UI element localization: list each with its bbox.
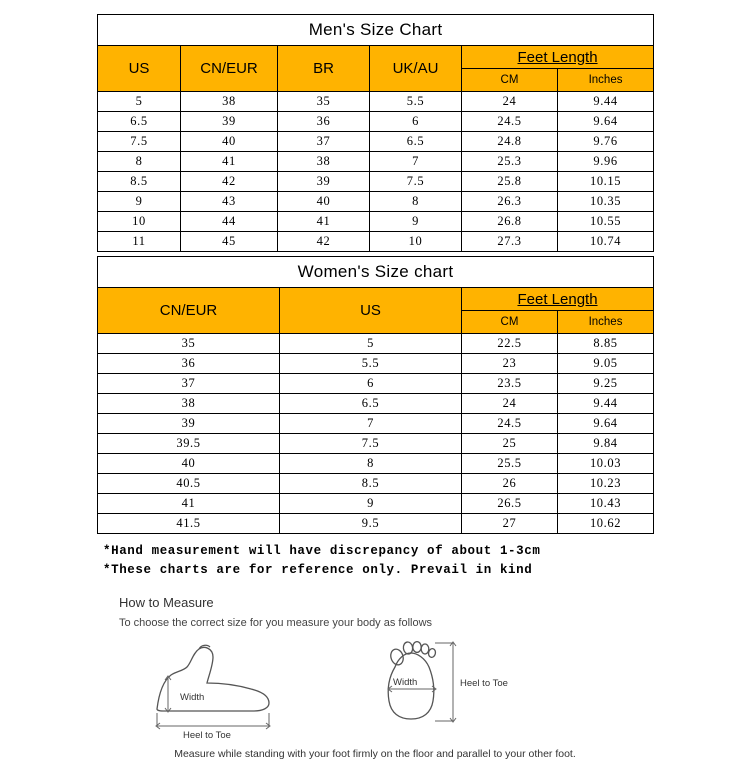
cell-us: 9 bbox=[98, 192, 181, 212]
how-to-measure-subtitle: To choose the correct size for you measure your body as follows bbox=[119, 616, 433, 629]
side-width-label: Width bbox=[180, 691, 205, 703]
top-heel-to-toe-dimension bbox=[435, 642, 456, 722]
cell-cm: 26 bbox=[462, 474, 558, 494]
cell-cm: 25.3 bbox=[462, 152, 558, 172]
cell-cneur: 38 bbox=[98, 394, 280, 414]
cell-cneur: 39 bbox=[181, 112, 278, 132]
table-row bbox=[98, 474, 654, 494]
mens-col-ukau: UK/AU bbox=[370, 46, 462, 92]
mens-col-br: BR bbox=[278, 46, 370, 92]
cell-cneur: 41 bbox=[181, 152, 278, 172]
cell-inches: 9.84 bbox=[558, 434, 654, 454]
cell-us: 9.5 bbox=[280, 514, 462, 534]
cell-inches: 10.15 bbox=[558, 172, 654, 192]
cell-cneur: 35 bbox=[98, 334, 280, 354]
mens-size-table bbox=[97, 14, 654, 252]
cell-inches: 10.62 bbox=[558, 514, 654, 534]
cell-inches: 10.23 bbox=[558, 474, 654, 494]
table-row bbox=[98, 394, 654, 414]
cell-ukau: 6.5 bbox=[370, 132, 462, 152]
cell-br: 40 bbox=[278, 192, 370, 212]
table-title-row bbox=[98, 15, 654, 46]
cell-cm: 23.5 bbox=[462, 374, 558, 394]
cell-ukau: 6 bbox=[370, 112, 462, 132]
cell-cneur: 42 bbox=[181, 172, 278, 192]
cell-inches: 10.74 bbox=[558, 232, 654, 252]
cell-cm: 24.5 bbox=[462, 414, 558, 434]
how-to-measure-title: How to Measure bbox=[119, 594, 214, 610]
note-line-2: *These charts are for reference only. Prevail in kind bbox=[103, 563, 533, 578]
mens-col-cneur: CN/EUR bbox=[181, 46, 278, 92]
mens-col-inches: Inches bbox=[558, 69, 654, 92]
cell-cm: 27.3 bbox=[462, 232, 558, 252]
womens-size-table bbox=[97, 256, 654, 534]
cell-us: 7.5 bbox=[98, 132, 181, 152]
cell-cneur: 39.5 bbox=[98, 434, 280, 454]
mens-col-cm: CM bbox=[462, 69, 558, 92]
table-row bbox=[98, 434, 654, 454]
cell-us: 7 bbox=[280, 414, 462, 434]
cell-cneur: 43 bbox=[181, 192, 278, 212]
cell-us: 7.5 bbox=[280, 434, 462, 454]
cell-inches: 10.35 bbox=[558, 192, 654, 212]
disclaimer-notes bbox=[97, 542, 653, 581]
cell-ukau: 5.5 bbox=[370, 92, 462, 112]
womens-feet-length-header: Feet Length bbox=[462, 288, 654, 311]
cell-br: 35 bbox=[278, 92, 370, 112]
table-row bbox=[98, 454, 654, 474]
cell-us: 10 bbox=[98, 212, 181, 232]
cell-ukau: 9 bbox=[370, 212, 462, 232]
cell-cm: 24.8 bbox=[462, 132, 558, 152]
cell-cm: 24.5 bbox=[462, 112, 558, 132]
cell-br: 39 bbox=[278, 172, 370, 192]
womens-col-inches: Inches bbox=[558, 311, 654, 334]
cell-cneur: 40 bbox=[98, 454, 280, 474]
table-header-row bbox=[98, 46, 654, 69]
mens-size-chart bbox=[97, 0, 653, 252]
cell-cneur: 41 bbox=[98, 494, 280, 514]
cell-inches: 9.25 bbox=[558, 374, 654, 394]
cell-br: 42 bbox=[278, 232, 370, 252]
table-row bbox=[98, 132, 654, 152]
cell-us: 5 bbox=[98, 92, 181, 112]
table-row bbox=[98, 514, 654, 534]
womens-col-cm: CM bbox=[462, 311, 558, 334]
cell-cm: 25 bbox=[462, 434, 558, 454]
cell-inches: 9.44 bbox=[558, 394, 654, 414]
table-row bbox=[98, 354, 654, 374]
cell-cm: 25.5 bbox=[462, 454, 558, 474]
cell-us: 6.5 bbox=[98, 112, 181, 132]
cell-br: 38 bbox=[278, 152, 370, 172]
table-row bbox=[98, 152, 654, 172]
cell-cm: 26.8 bbox=[462, 212, 558, 232]
table-row bbox=[98, 494, 654, 514]
cell-cm: 25.8 bbox=[462, 172, 558, 192]
cell-inches: 9.64 bbox=[558, 414, 654, 434]
cell-us: 8.5 bbox=[280, 474, 462, 494]
cell-cm: 26.3 bbox=[462, 192, 558, 212]
cell-cneur: 38 bbox=[181, 92, 278, 112]
cell-us: 9 bbox=[280, 494, 462, 514]
womens-chart-title: Women's Size chart bbox=[98, 257, 654, 288]
cell-us: 6.5 bbox=[280, 394, 462, 414]
top-width-label: Width bbox=[393, 676, 418, 688]
cell-br: 41 bbox=[278, 212, 370, 232]
table-row bbox=[98, 192, 654, 212]
cell-inches: 8.85 bbox=[558, 334, 654, 354]
table-title-row bbox=[98, 257, 654, 288]
cell-cneur: 37 bbox=[98, 374, 280, 394]
cell-us: 8 bbox=[280, 454, 462, 474]
cell-inches: 9.05 bbox=[558, 354, 654, 374]
cell-us: 5.5 bbox=[280, 354, 462, 374]
womens-col-us: US bbox=[280, 288, 462, 334]
side-heel-to-toe-label: Heel to Toe bbox=[183, 729, 231, 741]
cell-cm: 23 bbox=[462, 354, 558, 374]
cell-inches: 9.96 bbox=[558, 152, 654, 172]
cell-cneur: 41.5 bbox=[98, 514, 280, 534]
cell-ukau: 8 bbox=[370, 192, 462, 212]
note-line-1: *Hand measurement will have discrepancy of about 1-3cm bbox=[103, 544, 541, 558]
table-row bbox=[98, 112, 654, 132]
cell-ukau: 7 bbox=[370, 152, 462, 172]
cell-cm: 26.5 bbox=[462, 494, 558, 514]
cell-us: 11 bbox=[98, 232, 181, 252]
top-heel-to-toe-label: Heel to Toe bbox=[460, 677, 508, 689]
womens-size-chart bbox=[97, 256, 653, 534]
mens-chart-title: Men's Size Chart bbox=[98, 15, 654, 46]
cell-us: 8.5 bbox=[98, 172, 181, 192]
cell-inches: 10.55 bbox=[558, 212, 654, 232]
side-heel-to-toe-dimension bbox=[156, 713, 270, 729]
table-row bbox=[98, 172, 654, 192]
cell-cneur: 44 bbox=[181, 212, 278, 232]
cell-cm: 27 bbox=[462, 514, 558, 534]
cell-us: 6 bbox=[280, 374, 462, 394]
cell-cneur: 40 bbox=[181, 132, 278, 152]
how-to-measure-section bbox=[97, 595, 653, 629]
table-header-row bbox=[98, 288, 654, 311]
cell-cm: 24 bbox=[462, 394, 558, 414]
cell-ukau: 10 bbox=[370, 232, 462, 252]
cell-us: 5 bbox=[280, 334, 462, 354]
cell-cneur: 45 bbox=[181, 232, 278, 252]
cell-br: 36 bbox=[278, 112, 370, 132]
cell-us: 8 bbox=[98, 152, 181, 172]
womens-col-cneur: CN/EUR bbox=[98, 288, 280, 334]
cell-br: 37 bbox=[278, 132, 370, 152]
table-row bbox=[98, 212, 654, 232]
table-row bbox=[98, 334, 654, 354]
cell-cneur: 36 bbox=[98, 354, 280, 374]
mens-col-us: US bbox=[98, 46, 181, 92]
side-foot-icon bbox=[157, 645, 269, 711]
mens-feet-length-header: Feet Length bbox=[462, 46, 654, 69]
cell-cm: 22.5 bbox=[462, 334, 558, 354]
cell-inches: 9.44 bbox=[558, 92, 654, 112]
table-row bbox=[98, 232, 654, 252]
cell-inches: 9.76 bbox=[558, 132, 654, 152]
cell-ukau: 7.5 bbox=[370, 172, 462, 192]
cell-cneur: 40.5 bbox=[98, 474, 280, 494]
cell-cneur: 39 bbox=[98, 414, 280, 434]
table-row bbox=[98, 414, 654, 434]
measure-footer-note: Measure while standing with your foot firmly on the floor and parallel to your other foot. bbox=[174, 747, 576, 760]
foot-measurement-diagram bbox=[97, 631, 653, 746]
cell-inches: 10.03 bbox=[558, 454, 654, 474]
table-row bbox=[98, 92, 654, 112]
table-row bbox=[98, 374, 654, 394]
cell-inches: 10.43 bbox=[558, 494, 654, 514]
cell-inches: 9.64 bbox=[558, 112, 654, 132]
cell-cm: 24 bbox=[462, 92, 558, 112]
